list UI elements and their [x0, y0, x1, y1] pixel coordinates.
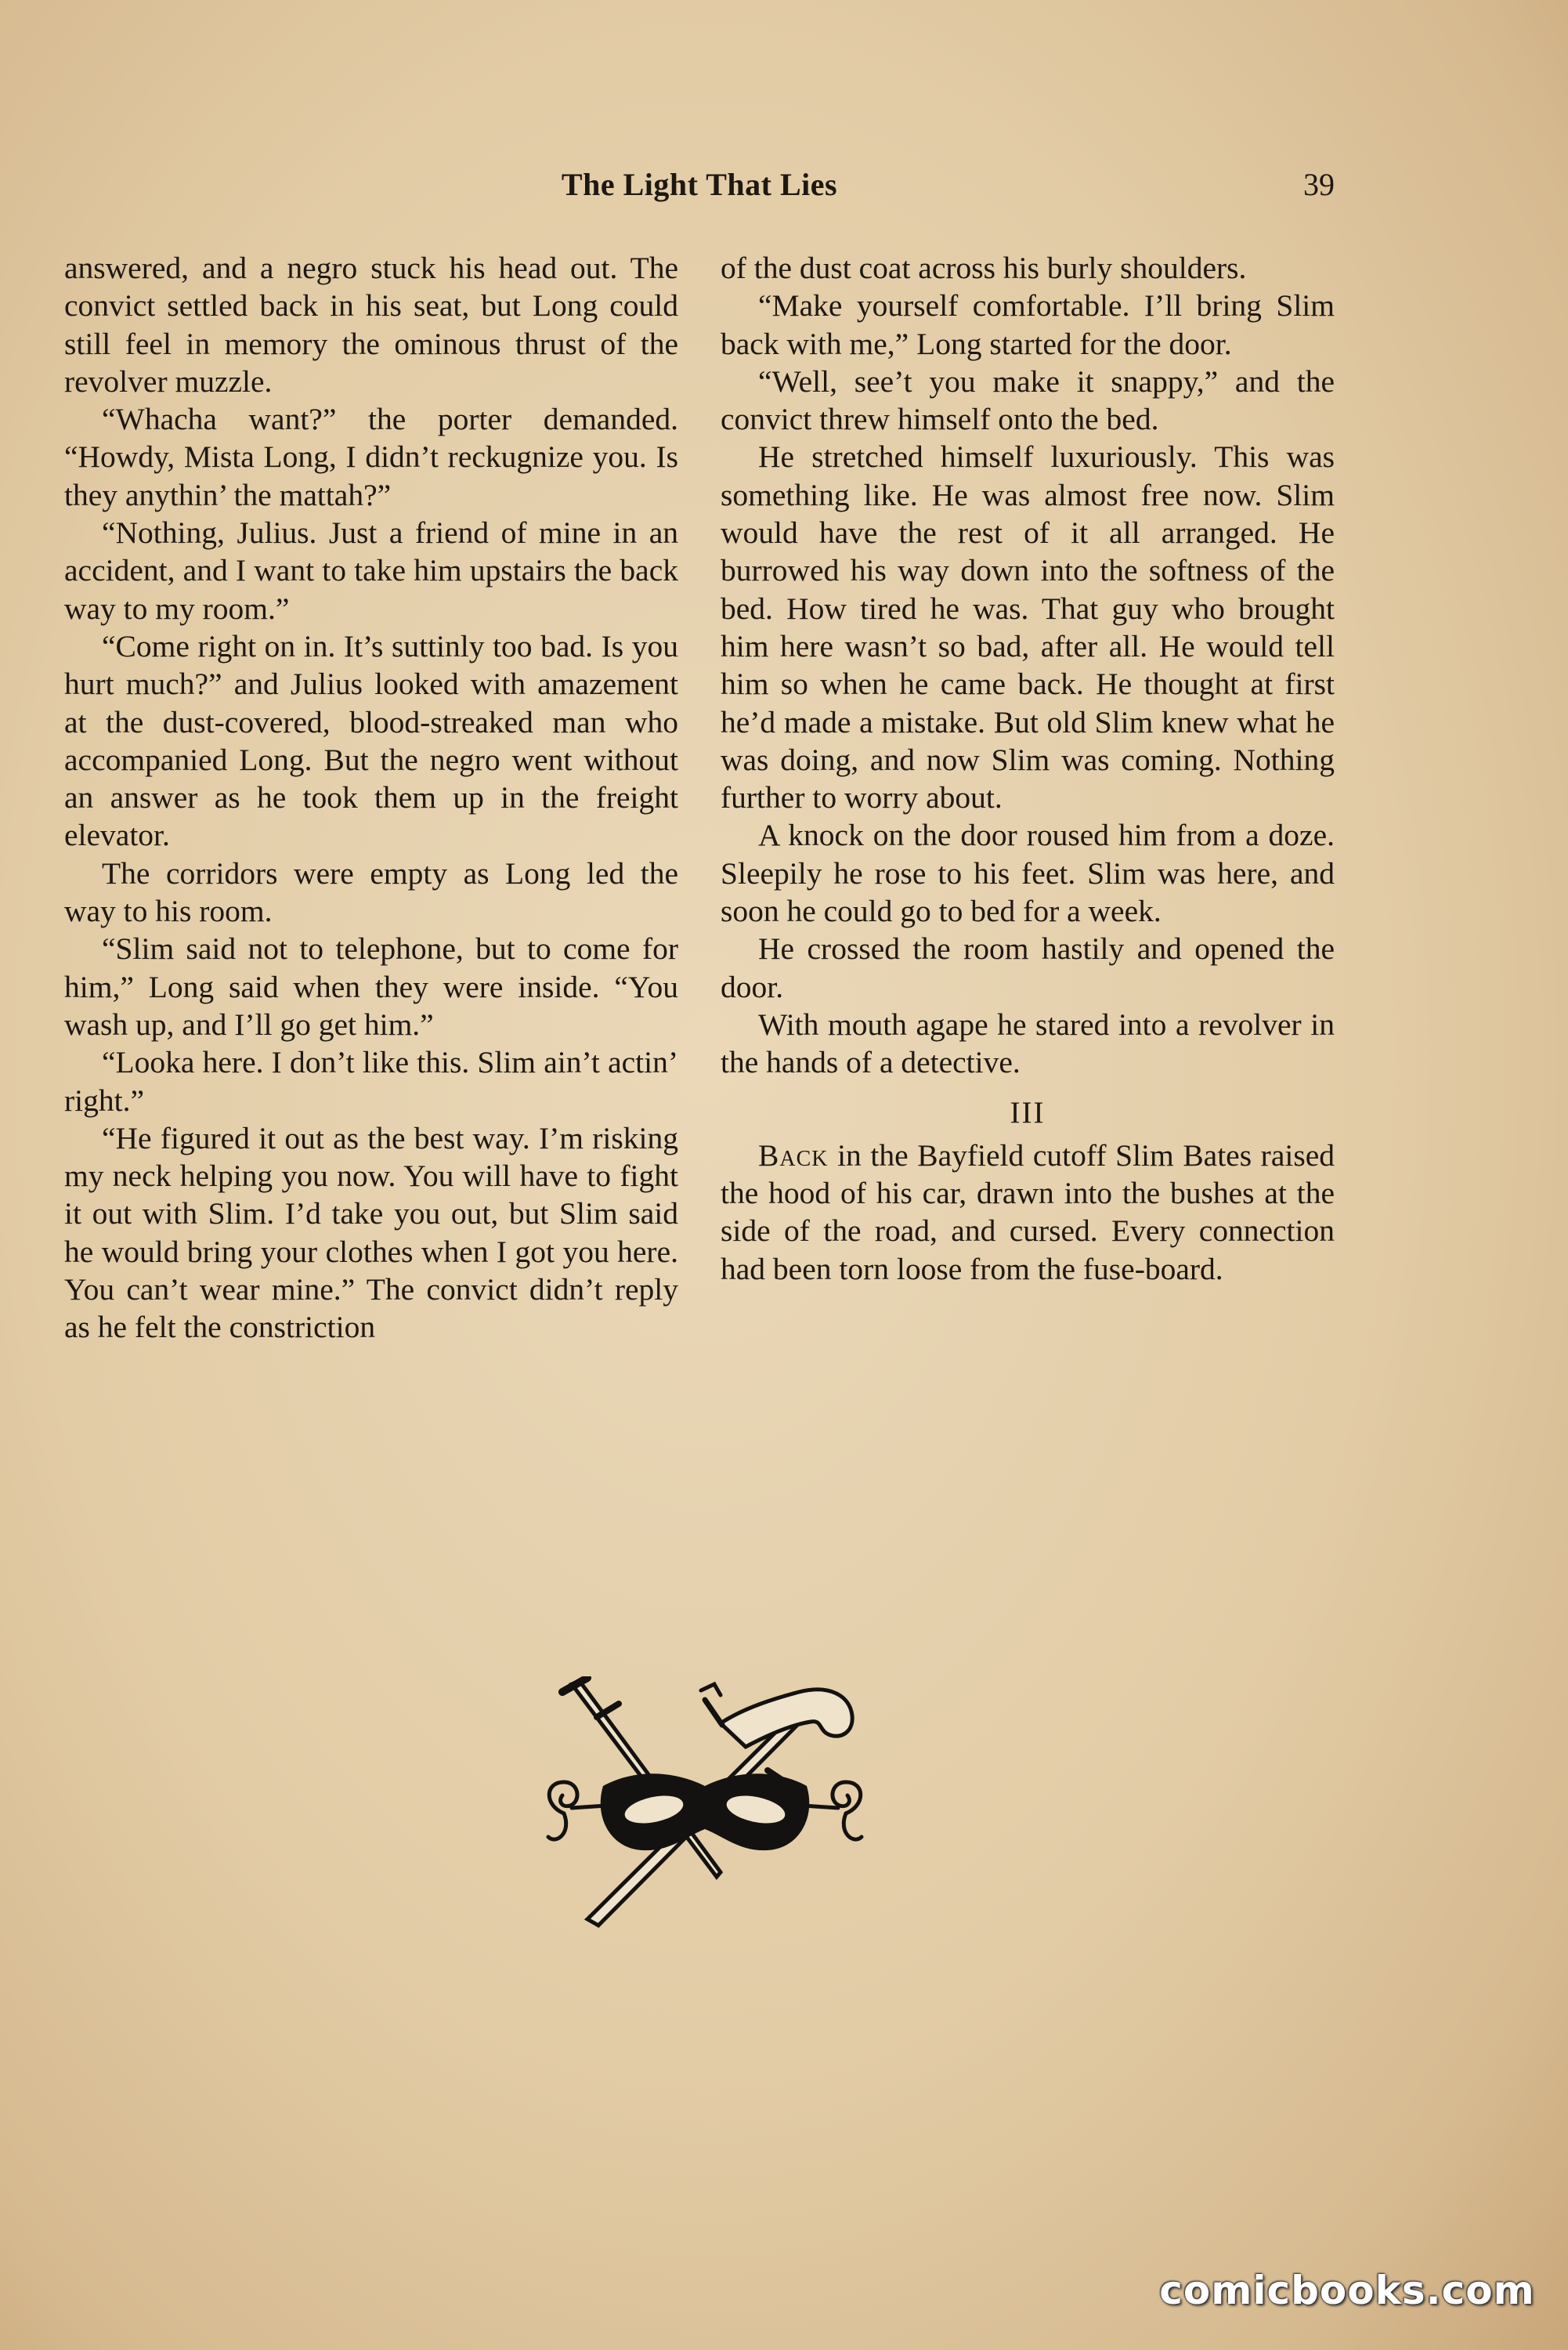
- paragraph: “Well, see’t you make it snappy,” and the convict threw himself onto the bed.: [721, 363, 1335, 437]
- left-column: [64, 249, 678, 1347]
- running-title: The Light That Lies: [561, 167, 838, 202]
- paragraph: answered, and a negro stuck his head out. The convict settled back in his seat, but Long could still feel in memory the ominous thrust of the revolver muzzle.: [64, 251, 678, 399]
- paragraph: “Nothing, Julius. Just a friend of mine in an accident, and I want to take him upstairs the back way to my room.”: [64, 515, 678, 626]
- page-header: [64, 166, 1335, 213]
- left-curl-tail: [548, 1813, 566, 1839]
- emblem-graphic: [540, 1676, 869, 1943]
- section-lead-word: Back: [758, 1137, 829, 1173]
- mask-dagger-pistol-icon: [540, 1676, 869, 1943]
- right-curl-tail: [844, 1813, 862, 1839]
- pistol-flint: [701, 1684, 721, 1695]
- section-text: in the Bayfield cutoff Slim Bates raised the hood of his car, drawn into the bushes at the side of the road, and cursed. Every connection had been torn loose from the fuse-board.: [721, 1137, 1335, 1286]
- section-number: III: [1010, 1095, 1046, 1130]
- paragraph: “Slim said not to telephone, but to come for him,” Long said when they were inside. “You wash up, and I’ll go get him.”: [64, 931, 678, 1042]
- paragraph: The corridors were empty as Long led the way to his room.: [64, 855, 678, 929]
- paragraph: He stretched himself luxuriously. This was something like. He was almost free now. Slim would have the rest of it all arranged. He burrowed his way down into the softness of the bed. How tired he was. That guy who brought him here wasn’t so bad, after all. He would tell him so when he came back. He thought at first he’d made a mistake. But old Slim knew what he was doing, and now Slim was coming. Nothing further to worry about.: [721, 439, 1335, 815]
- site-watermark: comicbooks.com: [1159, 2268, 1535, 2313]
- paragraph: A knock on the door roused him from a doze. Sleepily he rose to his feet. Slim was here, and soon he could go to bed for a week.: [721, 818, 1335, 929]
- paragraph: He crossed the room hastily and opened the door.: [721, 931, 1335, 1004]
- pistol-hammer: [705, 1700, 722, 1725]
- paragraph: “He figured it out as the best way. I’m risking my neck helping you now. You will have to fight it out with Slim. I’d take you out, but Slim said he would bring your clothes when I got you here. You can’t wear mine.” The convict didn’t reply as he felt the constriction: [64, 1120, 678, 1345]
- paragraph: “Come right on in. It’s suttinly too bad. Is you hurt much?” and Julius looked with amazement at the dust-covered, blood-streaked man who accompanied Long. But the negro went without an answer as he took them up in the freight elevator.: [64, 628, 678, 853]
- paragraph: “Whacha want?” the porter demanded. “Howdy, Mista Long, I didn’t reckugnize you. Is they anythin’ the mattah?”: [64, 402, 678, 512]
- right-column: [721, 249, 1335, 1288]
- paragraph: of the dust coat across his burly shoulders.: [721, 251, 1247, 285]
- section-opening-paragraph: [721, 1137, 1335, 1288]
- paragraph: “Looka here. I don’t like this. Slim ain’t actin’ right.”: [64, 1045, 678, 1118]
- paragraph: With mouth agape he stared into a revolver in the hands of a detective.: [721, 1007, 1335, 1080]
- paragraph: “Make yourself comfortable. I’ll bring Slim back with me,” Long started for the door.: [721, 288, 1335, 361]
- page-number: 39: [1303, 167, 1335, 202]
